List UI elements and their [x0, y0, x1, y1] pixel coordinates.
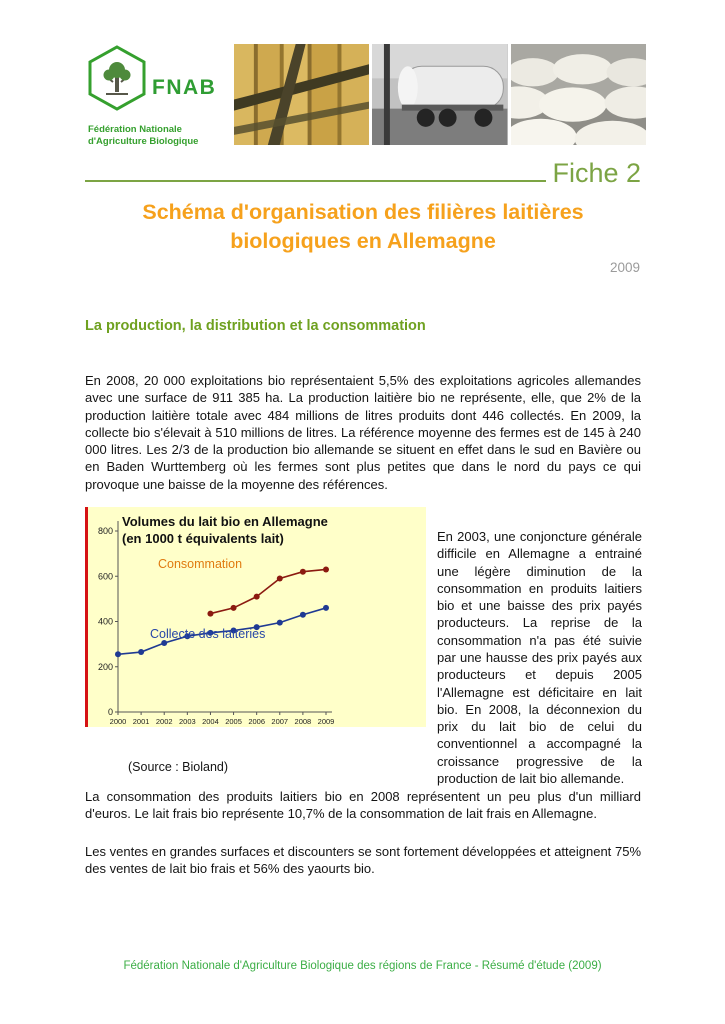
fnab-logo — [86, 44, 234, 149]
svg-text:400: 400 — [97, 616, 113, 627]
header-photo-strip — [234, 44, 646, 145]
svg-text:2002: 2002 — [155, 717, 173, 726]
page-title: Schéma d'organisation des filières laitières biologiques en Allemagne — [142, 200, 584, 254]
svg-text:2006: 2006 — [248, 717, 266, 726]
page-footer: Fédération Nationale d'Agriculture Biologique des régions de France - Résumé d'étude (2009) — [123, 960, 602, 972]
svg-text:2009: 2009 — [317, 717, 335, 726]
section-heading: La production, la distribution et la consommation — [85, 318, 426, 334]
svg-text:2005: 2005 — [225, 717, 242, 726]
photo-milk-tanker — [372, 44, 507, 145]
fnab-acronym: FNAB — [152, 76, 217, 99]
fnab-org-line1: Fédération Nationale — [88, 124, 182, 135]
consommation-series-label: Consommation — [158, 557, 243, 571]
year-label: 2009 — [609, 260, 640, 275]
chart-source-caption: (Source : Bioland) — [128, 760, 229, 774]
svg-text:0: 0 — [107, 707, 113, 717]
chart-subtitle: (en 1000 t équivalents lait) — [122, 531, 284, 546]
fnab-logo-icon — [86, 44, 148, 117]
svg-text:2007: 2007 — [271, 717, 289, 726]
svg-text:2004: 2004 — [202, 717, 219, 726]
fnab-org-line2: d'Agriculture Biologique — [88, 136, 199, 148]
paragraph-ventes: Les ventes en grandes surfaces et discounters se sont fortement développées et atteignent 75% des ventes de lait bio frais et 56% des yaourts bio. — [85, 844, 641, 877]
chart-title: Volumes du lait bio en Allemagne — [122, 514, 328, 529]
fiche-rule-line — [85, 180, 546, 182]
svg-text:2003: 2003 — [178, 717, 196, 726]
paragraph-consommation: La consommation des produits laitiers bio en 2008 représentent un peu plus d'un milliard d'euros. Le lait frais bio représente 10,7% de la consommation de lait frais en Allemagne. — [85, 789, 641, 822]
paragraph-production: En 2008, 20 000 exploitations bio représentaient 5,5% des exploitations agricoles allemandes avec une surface de 911 385 ha. La production laitière bio ne représente, elle, que 2% de la production laitière totale avec 484 millions de litres produits dont 446 collectés. En 2009, la collecte bio s'élevait à 510 millions de litres. La référence moyenne des fermes est de 145 à 240 000 litres. Les 2/3 de la production bio allemande se situent en effet dans le sud en Bavière ou en Baden Wurttemberg où les fermes sont plus petites que dans le nord du pays ce qui provoque une baisse de la moyenne des références. — [85, 373, 641, 492]
svg-text:2001: 2001 — [132, 717, 150, 726]
svg-text:600: 600 — [97, 571, 113, 582]
milk-volume-chart — [85, 507, 426, 727]
photo-hay-bales-pipes — [234, 44, 369, 145]
fiche-header — [85, 158, 641, 189]
collecte-series-label: Collecte des laiteries — [150, 627, 266, 641]
svg-text:200: 200 — [97, 661, 113, 672]
paragraph-conjoncture: En 2003, une conjoncture générale difficile en Allemagne a entrainé une légère diminution de la consommation en produits laitiers bio et une baisse des prix payés producteurs. La reprise de la consommation n'a pas été suivie par une hausse des prix payés aux producteurs et depuis 2005 l'Allemagne est déficitaire en lait bio. En 2008, la déconnexion du prix du lait bio de celui du conventionnel a accompagné la croissance progressive de la production de lait bio allemande. — [437, 529, 642, 786]
photo-cheese-wheels — [511, 44, 646, 145]
svg-text:2000: 2000 — [109, 717, 127, 726]
fnab-org-name — [88, 124, 198, 149]
fiche-number-label: Fiche 2 — [552, 158, 641, 188]
svg-text:800: 800 — [97, 526, 113, 536]
svg-text:2008: 2008 — [294, 717, 312, 726]
